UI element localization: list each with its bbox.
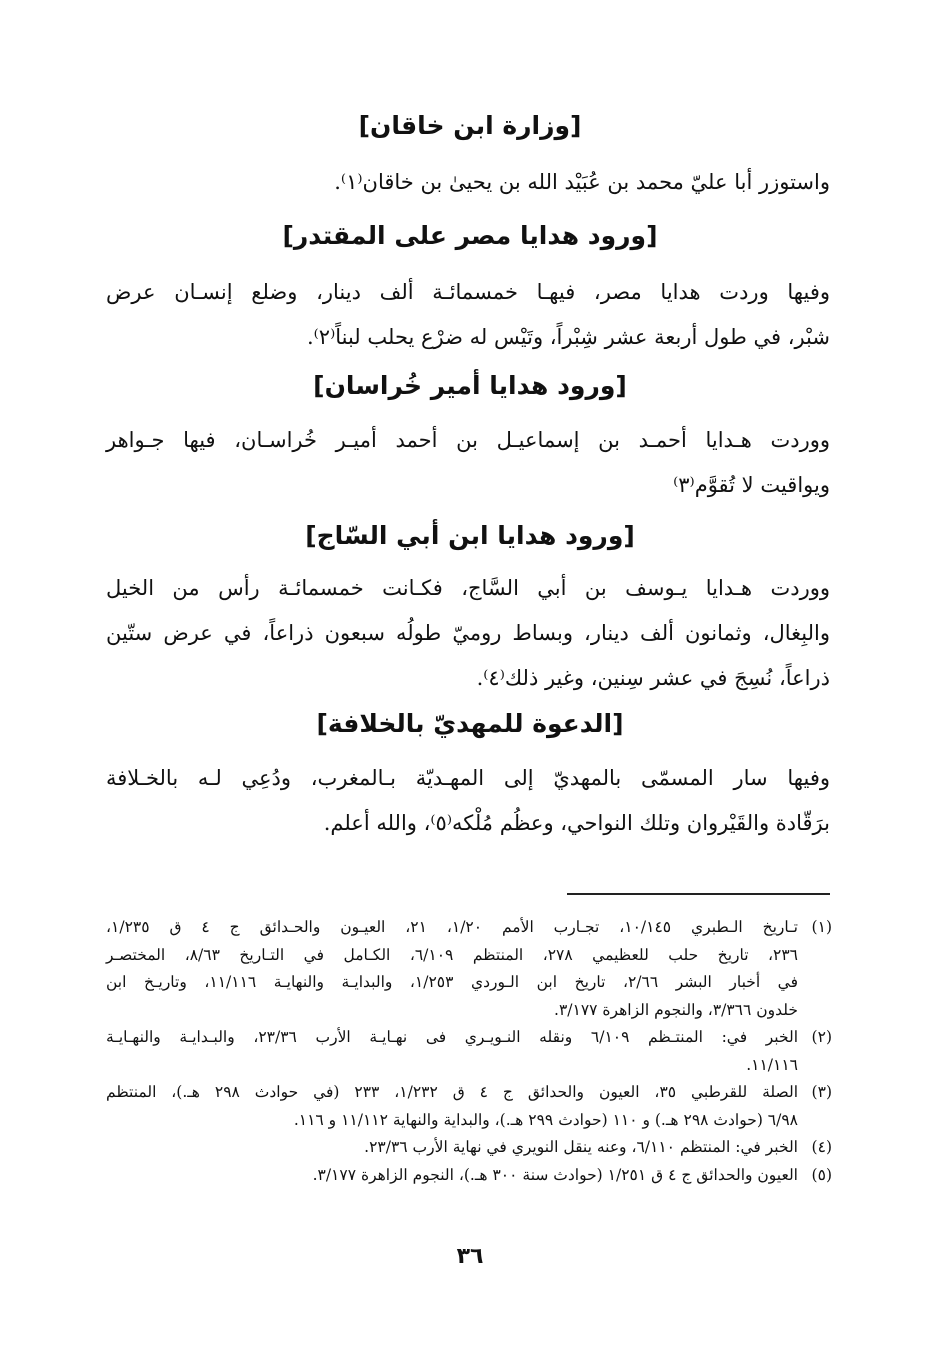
paragraph-line: شبْر، في طول أربعة عشر شِبْراً، وتَيْس له ضرْع يحلب لبناً⁽٢⁾. [306, 325, 830, 349]
footnote-number: (١) [811, 918, 832, 936]
paragraph-line: والبِغال، وثمانون ألف دينار، وبساط روميّ طولُه سبعون ذراعاً، في عرض ستّين [106, 621, 830, 645]
paragraph-line: ويواقيت لا تُقوَّم⁽٣⁾ [673, 473, 830, 497]
footnote-line: في أخبار البشر ٢/٦٦، تاريخ ابن الـوردي ١/٢٥٣، والبدايـة والنهايـة ١١/١١٦، وتاريـخ ابن [106, 973, 799, 991]
page-number: ٣٦ [456, 1244, 484, 1269]
section-heading: [وزارة ابن خاقان] [358, 111, 582, 140]
section-heading: [ورود هدايا مصر على المقتدر] [282, 221, 658, 250]
footnote-line: ٦/٩٨ (حوادث ٢٩٨ هـ.) و ١١٠ (حوادث ٢٩٩ هـ.)، والبداية والنهاية ١١/١١٢ و ١١٦. [293, 1110, 798, 1129]
footnote [106, 1079, 832, 1134]
footnote-number: (٢) [811, 1028, 832, 1046]
footnote [106, 1134, 832, 1162]
footnote-line: الصلة للقرطبي ٣٥، العيون والحدائق ج ٤ ق ١/٢٣٢، ٢٣٣ (في حوادث ٢٩٨ هـ.)، المنتظم [106, 1083, 799, 1101]
paragraph-line: برَقّادة والقَيْروان وتلك النواحي، وعظُم مُلْكه⁽٥⁾، والله أعلم. [323, 811, 830, 835]
footnote [106, 914, 832, 1024]
paragraph-line: ووردت هـدايا أحمـد بن إسماعيـل بن أحمد أميـر خُراسـان، فيها جـواهر [106, 428, 830, 452]
section-heading: [ورود هدايا ابن أبي السّاج] [305, 521, 635, 550]
paragraph-line: وفيها سار المسمّى بالمهديّ إلى المهـديّة بـالمغرب، ودُعِي لـه بالخـلافة [106, 766, 830, 790]
section-heading: [ورود هدايا أمير خُراسان] [313, 371, 627, 400]
paragraph-line: وفيها وردت هدايا مصر، فيهـا خمسمائـة ألف دينار، وضلع إنسـان عرض [106, 280, 830, 304]
section-paragraph [106, 418, 830, 508]
paragraph-line: ووردت هـدايا يـوسف بن أبي السَّاج، فكـانت خمسمائـة رأس من الخيل [106, 576, 830, 600]
footnote-divider [567, 893, 830, 895]
section-heading: [الدعوة للمهديّ بالخلافة] [316, 709, 624, 738]
footnote-line: ٢٣٦، تاريخ حلب للعظيمي ٢٧٨، المنتظم ٦/١٠٩، الكـامل في التـاريخ ٨/٦٣، المختصـر [106, 945, 798, 964]
footnote-number: (٥) [811, 1165, 832, 1184]
footnote-line: العيون والحدائق ج ٤ ق ١/٢٥١ (حوادث سنة ٣٠٠ هـ.)، النجوم الزاهرة ٣/١٧٧. [312, 1165, 798, 1184]
footnote [106, 1162, 832, 1190]
footnote-line: الخبر في: المنتـظم ٦/١٠٩ ونقله النـويـري فى نهـايـة الأرب ٢٣/٣٦، والبـدايـة والنهـايـة [106, 1028, 798, 1046]
paragraph-line: ذراعاً، نُسِجَ في عشر سِنين، وغير ذلك⁽٤⁾. [476, 666, 830, 690]
footnote-line: الخبر في: المنتظم ٦/١١٠، وعنه ينقل النويري في نهاية الأرب ٢٣/٣٦. [364, 1138, 798, 1156]
footnote-number: (٣) [811, 1083, 832, 1101]
footnote-number: (٤) [811, 1138, 832, 1156]
footnotes [106, 914, 832, 1189]
footnote [106, 1024, 832, 1079]
section-paragraph [106, 270, 830, 360]
footnote-line: ١١/١١٦. [746, 1055, 798, 1074]
section-paragraph [106, 566, 830, 701]
section-paragraph [106, 756, 830, 846]
footnote-line: خلدون ٣/٣٦٦، والنجوم الزاهرة ٣/١٧٧. [554, 1000, 798, 1019]
footnote-line: تـاريخ الـطبري ١٠/١٤٥، تجـارب الأمم ١/٢٠، ٢١، العيـون والحـدائق ج ٤ ق ١/٢٣٥، [106, 918, 798, 936]
paragraph-line: واستوزر أبا عليّ محمد بن عُبَيْد الله بن يحيىٰ بن خاقان⁽١⁾. [334, 170, 830, 194]
section-paragraph [106, 160, 830, 205]
